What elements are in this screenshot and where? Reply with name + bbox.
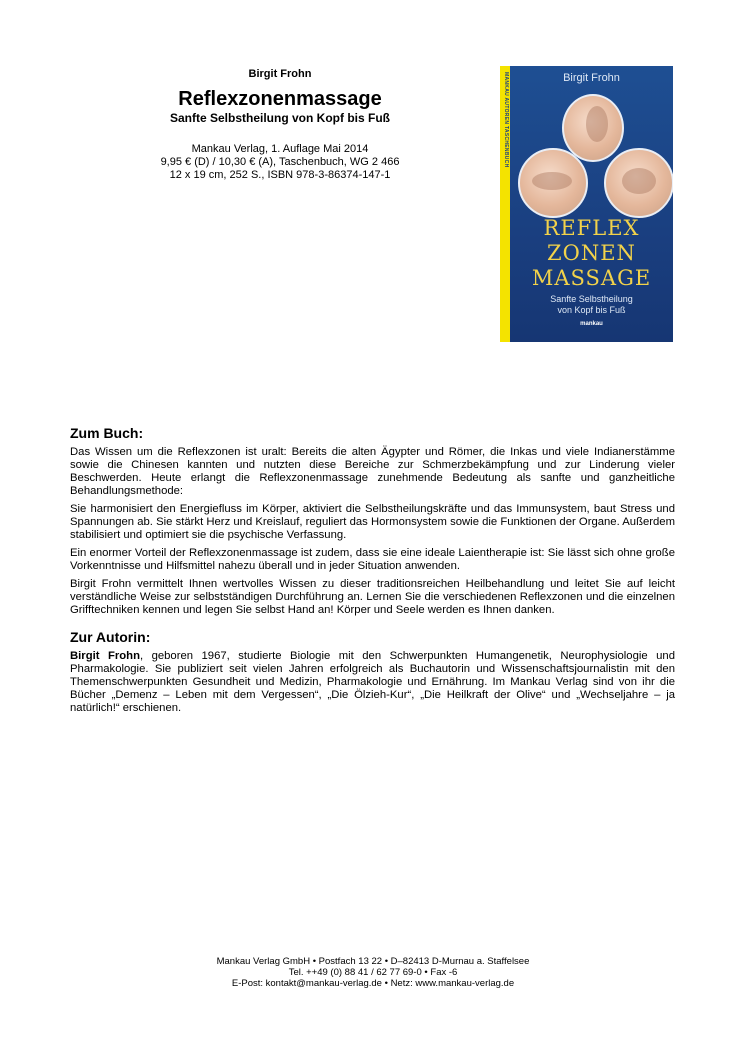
- footer-phone: Tel. ++49 (0) 88 41 / 62 77 69-0 • Fax -6: [288, 967, 458, 978]
- cover-photo-hand: [518, 148, 588, 218]
- cover-photo-ear: [562, 94, 624, 162]
- book-section-heading: Zum Buch:: [70, 425, 144, 441]
- cover-title: [510, 216, 673, 291]
- footer-address: Mankau Verlag GmbH • Postfach 13 22 • D–82413 D-Murnau a. Staffelsee: [216, 956, 530, 967]
- book-paragraph-1: Das Wissen um die Reflexzonen ist uralt: Bereits die alten Ägypter und Römer, die Inkas und viele Indianerstämme sowie die Chinesen kannten und nutzten diese Bereiche zur Schmerzbekämpfung und zur Linderung vieler Beschwerden. Heute erlangt die Reflexzonenmassage zunehmende Bedeutung als sanfte und ganzheitliche Behandlungsmethode:: [70, 446, 675, 497]
- meta-publisher-line: Mankau Verlag, 1. Auflage Mai 2014: [191, 143, 369, 155]
- author-section-heading: Zur Autorin:: [70, 629, 151, 645]
- book-title: Reflexzonenmassage: [178, 88, 382, 110]
- book-paragraph-2: Sie harmonisiert den Energiefluss im Körper, aktiviert die Selbstheilungskräfte und das Immunsystem, baut Stress und Spannungen ab. Sie stärkt Herz und Kreislauf, reguliert das Hormonsystem sowie die Funktionen der Organe. Außerdem stabilisiert und optimiert sie die psychische Verfassung.: [70, 503, 675, 541]
- cover-author: Birgit Frohn: [563, 72, 620, 84]
- book-paragraph-3: Ein enormer Vorteil der Reflexzonenmassage ist zudem, dass sie eine ideale Laientherapie ist: Sie lässt sich ohne große Vorkenntnisse und Hilfsmittel nahezu überall und in jeder Situation anwenden.: [70, 547, 675, 572]
- author-bio-text: , geboren 1967, studierte Biologie mit den Schwerpunkten Humangenetik, Neurophysiologie und Pharmakologie. Sie publiziert seit vielen Jahren erfolgreich als Buchautorin und Wissenschaftsjournalistin mit den Themenschwerpunkten Gesundheit und Medizin, Pharmakologie und Ernährung. Im Mankau Verlag sind von ihr die Bücher „Demenz – Leben mit dem Vergessen“, „Die Ölzieh-Kur“, „Die Heilkraft der Olive“ und „Wechseljahre – ja natürlich!“ erschienen.: [70, 650, 675, 714]
- title-block: [110, 68, 450, 182]
- main-content: [70, 425, 675, 720]
- meta-format-line: 12 x 19 cm, 252 S., ISBN 978-3-86374-147-1: [169, 169, 391, 181]
- cover-stripe: [500, 66, 510, 342]
- cover-title-line-3: MASSAGE: [531, 266, 652, 290]
- book-cover: [500, 66, 673, 342]
- cover-series-label: MANKAU AUTOREN TASCHENBUCH: [503, 72, 509, 168]
- cover-title-line-2: ZONEN: [547, 241, 636, 265]
- footer: [0, 956, 746, 989]
- author-bio-name: Birgit Frohn: [70, 650, 140, 662]
- book-subtitle: Sanfte Selbstheilung von Kopf bis Fuß: [169, 111, 390, 125]
- cover-subtitle-line-1: Sanfte Selbstheilung: [550, 294, 633, 304]
- meta-price-line: 9,95 € (D) / 10,30 € (A), Taschenbuch, WG 2 466: [160, 156, 400, 168]
- publication-details: [110, 143, 450, 182]
- cover-subtitle-line-2: von Kopf bis Fuß: [557, 305, 626, 315]
- author-name: Birgit Frohn: [248, 68, 312, 80]
- author-paragraph: [70, 650, 675, 715]
- cover-photo-foot: [604, 148, 673, 218]
- book-paragraph-4: Birgit Frohn vermittelt Ihnen wertvolles Wissen zu dieser traditionsreichen Heilbehandlung und leitet Sie auf leicht verständliche Weise zur selbstständigen Durchführung an. Lernen Sie die verschiedenen Reflexzonen und die einzelnen Grifftechniken kennen und legen Sie selbst Hand an! Körper und Seele werden es Ihnen danken.: [70, 578, 675, 616]
- footer-contact: E-Post: kontakt@mankau-verlag.de • Netz: www.mankau-verlag.de: [231, 978, 515, 989]
- cover-subtitle: [510, 294, 673, 316]
- cover-title-line-1: REFLEX: [543, 216, 640, 240]
- cover-publisher-logo: mankau: [580, 321, 603, 327]
